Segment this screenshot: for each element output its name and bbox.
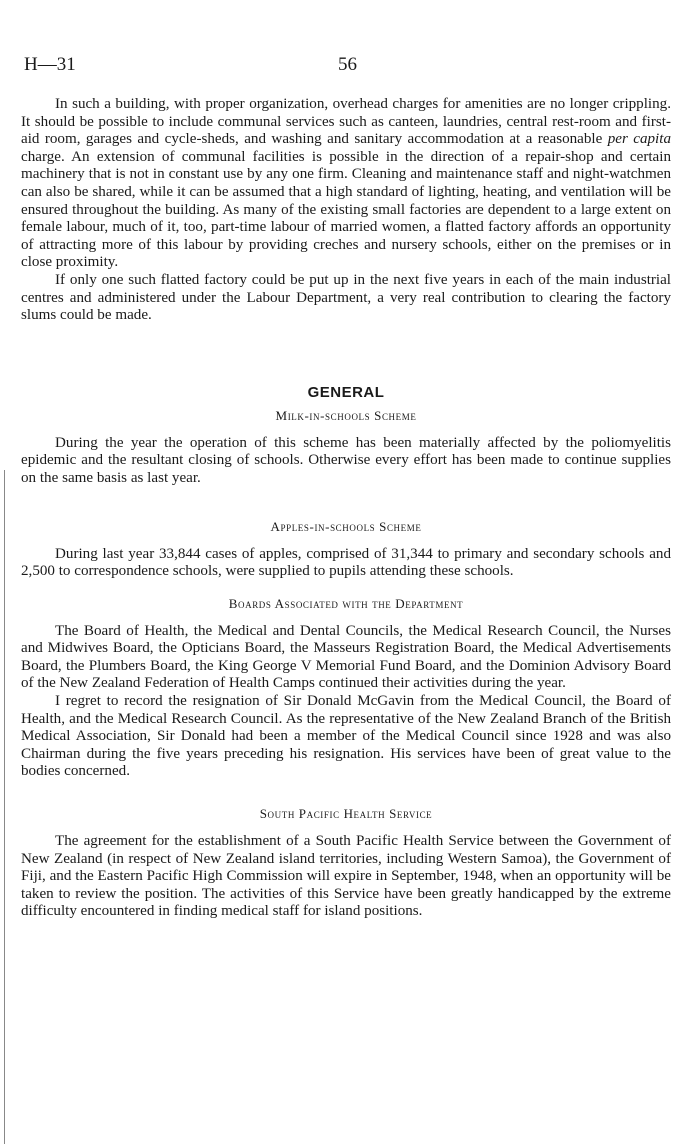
boards-paragraph-1: The Board of Health, the Medical and Dental Councils, the Medical Research Council, the Nurses and Midwives Board, the Opticians Board, the Masseurs Registration Board, the Medical Advertisements Board, the Plumbers Board, the King George V Memorial Fund Board, and the Dominion Advisory Board of the New Zealand Federation of Health Camps continued their activities during the year. bbox=[21, 622, 671, 692]
factory-paragraph-1: In such a building, with proper organization, overhead charges for amenities are no longer crippling. It should be possible to include communal services such as canteen, laundries, central rest-room and first-aid room, garages and cycle-sheds, and washing and sanitary accommodation at a reasonable per capita charge. An extension of communal facilities is possible in the direction of a repair-shop and certain machinery that is not in constant use by any one firm. Cleaning and maintenance staff and night-watchmen can also be shared, while it can be assumed that a high standard of lighting, heating, and ventilation will be ensured throughout the building. As many of the existing small factories are dependent to a large extent on female labour, much of it, too, part-time labour of married women, a flatted factory affords an opportunity of attracting more of this labour by providing creches and nursery schools, either on the premises or in close proximity. bbox=[21, 96, 671, 271]
latin-phrase: per capita bbox=[607, 131, 671, 148]
subheading-milk-in-schools: Milk-in-schools Scheme bbox=[275, 407, 417, 423]
south-pacific-paragraph: The agreement for the establishment of a South Pacific Health Service between the Government of New Zealand (in respect of New Zealand island territories, including Western Samoa), the Government of Fiji, and the Eastern Pacific High Commission will expire in September, 1948, when an opportunity will be taken to review the position. The activities of this Service have been greatly handicapped by the extreme difficulty encountered in finding medical staff for island positions. bbox=[21, 833, 671, 920]
margin-rule bbox=[4, 470, 5, 1144]
page-header bbox=[24, 54, 676, 82]
page-number: 56 bbox=[338, 54, 357, 75]
factory-paragraph-2: If only one such flatted factory could be put up in the next five years in each of the main industrial centres and administered under the Labour Department, a very real contribution to clearing the factory slums could be made. bbox=[21, 271, 671, 324]
section-heading-general: GENERAL bbox=[307, 383, 385, 401]
document-code: H—31 bbox=[24, 54, 76, 75]
subheading-apples-in-schools: Apples-in-schools Scheme bbox=[270, 518, 422, 534]
subheading-south-pacific: South Pacific Health Service bbox=[259, 806, 433, 822]
subheading-boards: Boards Associated with the Department bbox=[228, 595, 464, 611]
apples-paragraph: During last year 33,844 cases of apples, comprised of 31,344 to primary and secondary schools and 2,500 to correspondence schools, were supplied to pupils attending these schools. bbox=[21, 545, 671, 580]
milk-paragraph: During the year the operation of this scheme has been materially affected by the poliomyelitis epidemic and the resultant closing of schools. Otherwise every effort has been made to continue supplies on the same basis as last year. bbox=[21, 434, 671, 486]
page-body bbox=[21, 96, 671, 921]
boards-paragraph-2: I regret to record the resignation of Sir Donald McGavin from the Medical Council, the Board of Health, and the Medical Research Council. As the representative of the New Zealand Branch of the British Medical Association, Sir Donald had been a member of the Medical Council since 1928 and was also Chairman during the five years preceding his resignation. His services have been of great value to the bodies concerned. bbox=[21, 693, 671, 780]
